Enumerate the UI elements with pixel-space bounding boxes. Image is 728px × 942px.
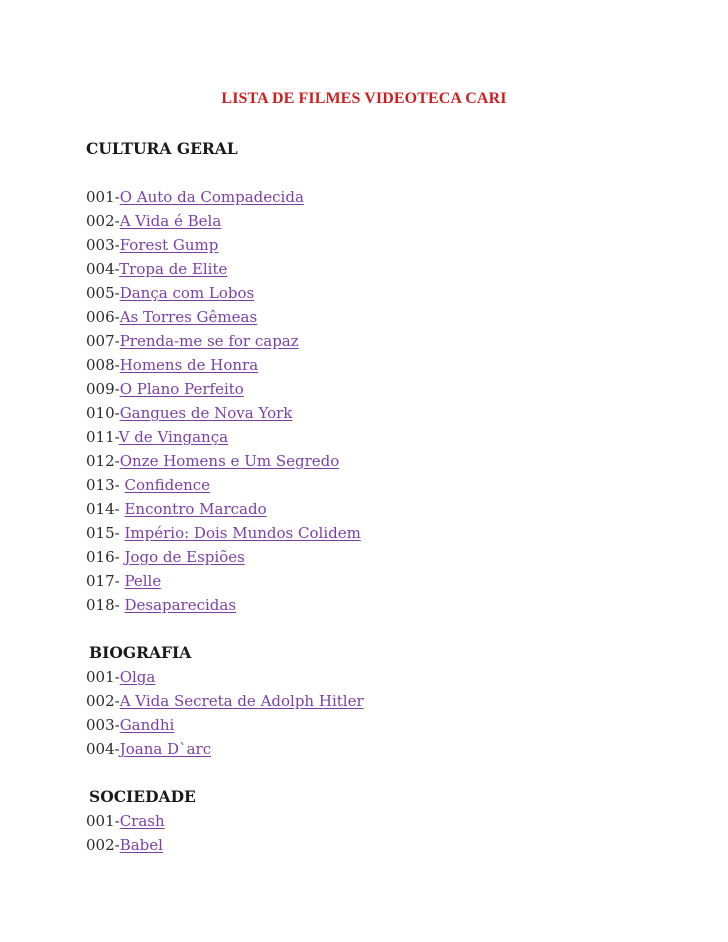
item-number: 009-	[86, 380, 120, 398]
section-heading: SOCIEDADE	[89, 787, 196, 806]
list-item	[86, 377, 686, 401]
film-list	[86, 185, 686, 617]
document-body	[86, 137, 686, 857]
item-number: 003-	[86, 236, 120, 254]
list-item	[86, 329, 686, 353]
item-number: 017-	[86, 572, 125, 590]
section-cultura-geral	[86, 137, 686, 617]
film-link[interactable]: Homens de Honra	[119, 356, 259, 374]
film-link[interactable]: Babel	[119, 836, 163, 854]
item-number: 002-	[86, 212, 120, 230]
film-link[interactable]: Pelle	[124, 572, 162, 590]
item-number: 004-	[86, 740, 120, 758]
film-link[interactable]: A Vida é Bela	[119, 212, 222, 230]
list-item	[86, 353, 686, 377]
item-number: 016-	[86, 548, 125, 566]
list-item	[86, 281, 686, 305]
item-number: 001-	[86, 812, 120, 830]
item-number: 004-	[86, 260, 120, 278]
film-link[interactable]: Jogo de Espiões	[124, 548, 245, 566]
list-item	[86, 545, 686, 569]
film-link[interactable]: Forest Gump	[119, 236, 219, 254]
list-item	[86, 257, 686, 281]
list-item	[86, 569, 686, 593]
item-number: 011-	[86, 428, 119, 446]
list-item	[86, 713, 686, 737]
film-link[interactable]: Confidence	[124, 476, 211, 494]
film-link[interactable]: Tropa de Elite	[119, 260, 228, 278]
item-number: 008-	[86, 356, 120, 374]
item-number: 002-	[86, 692, 120, 710]
list-item	[86, 521, 686, 545]
film-list	[86, 809, 686, 857]
list-item	[86, 233, 686, 257]
item-number: 002-	[86, 836, 120, 854]
film-link[interactable]: Desaparecidas	[124, 596, 237, 614]
item-number: 013-	[86, 476, 125, 494]
film-link[interactable]: Gandhi	[119, 716, 175, 734]
list-item	[86, 737, 686, 761]
list-item	[86, 401, 686, 425]
item-number: 012-	[86, 452, 120, 470]
film-link[interactable]: Encontro Marcado	[124, 500, 267, 518]
film-list	[86, 665, 686, 761]
film-link[interactable]: Império: Dois Mundos Colidem	[124, 524, 361, 542]
section-heading: BIOGRAFIA	[89, 643, 192, 662]
list-item	[86, 449, 686, 473]
film-link[interactable]: Prenda-me se for capaz	[119, 332, 299, 350]
page-title: LISTA DE FILMES VIDEOTECA CARI	[221, 90, 507, 107]
film-link[interactable]: As Torres Gêmeas	[119, 308, 258, 326]
item-number: 006-	[86, 308, 120, 326]
list-item	[86, 425, 686, 449]
item-number: 015-	[86, 524, 125, 542]
film-link[interactable]: Gangues de Nova York	[119, 404, 293, 422]
item-number: 005-	[86, 284, 120, 302]
section-biografia	[86, 641, 686, 761]
list-item	[86, 473, 686, 497]
list-item	[86, 593, 686, 617]
item-number: 018-	[86, 596, 125, 614]
film-link[interactable]: Joana D`arc	[119, 740, 212, 758]
item-number: 001-	[86, 668, 120, 686]
film-link[interactable]: V de Vingança	[118, 428, 229, 446]
list-item	[86, 809, 686, 833]
film-link[interactable]: Crash	[119, 812, 165, 830]
item-number: 010-	[86, 404, 120, 422]
item-number: 007-	[86, 332, 120, 350]
item-number: 003-	[86, 716, 120, 734]
list-item	[86, 209, 686, 233]
section-heading: CULTURA GERAL	[86, 139, 238, 158]
section-sociedade	[86, 785, 686, 857]
film-link[interactable]: O Auto da Compadecida	[119, 188, 304, 206]
list-item	[86, 833, 686, 857]
film-link[interactable]: Olga	[119, 668, 156, 686]
list-item	[86, 665, 686, 689]
list-item	[86, 185, 686, 209]
list-item	[86, 689, 686, 713]
item-number: 001-	[86, 188, 120, 206]
list-item	[86, 497, 686, 521]
item-number: 014-	[86, 500, 125, 518]
film-link[interactable]: Dança com Lobos	[119, 284, 255, 302]
film-link[interactable]: O Plano Perfeito	[119, 380, 244, 398]
film-link[interactable]: A Vida Secreta de Adolph Hitler	[119, 692, 364, 710]
list-item	[86, 305, 686, 329]
film-link[interactable]: Onze Homens e Um Segredo	[119, 452, 340, 470]
